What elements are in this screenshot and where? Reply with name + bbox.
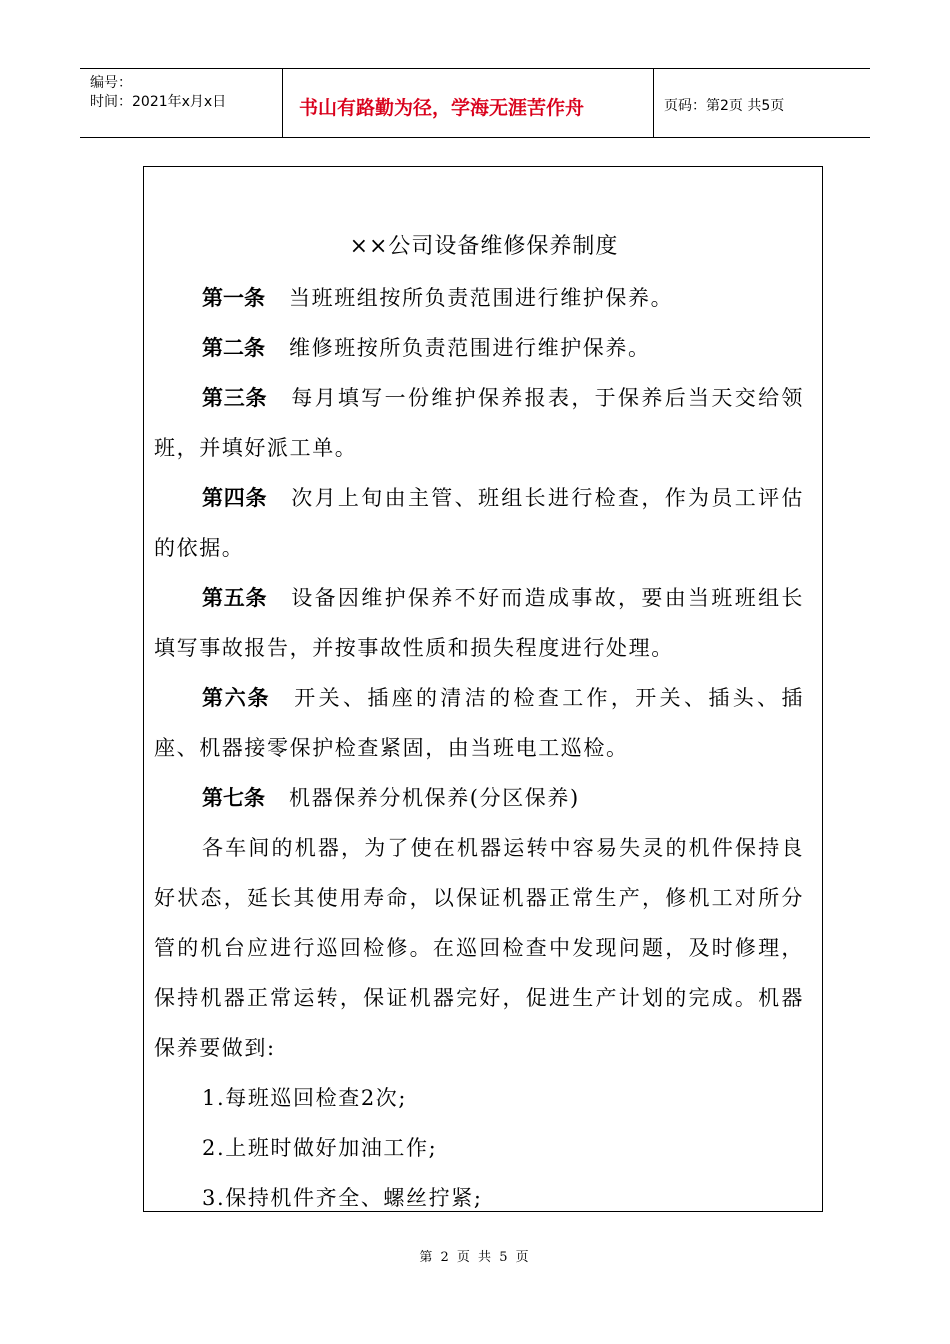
document-content <box>154 273 804 1223</box>
article-text: 开关、插座的清洁的检查工作，开关、插头、插座、机器接零保护检查紧固，由当班电工巡检。 <box>154 686 805 760</box>
page-header <box>80 68 870 138</box>
article-text: 设备因维护保养不好而造成事故，要由当班班组长填写事故报告，并按事故性质和损失程度进行处理。 <box>154 586 805 660</box>
time-label: 时间：2021年x月x日 <box>90 94 227 110</box>
article-3 <box>154 373 804 473</box>
article-label: 第三条 <box>202 386 268 410</box>
header-page-cell <box>654 69 870 137</box>
article-1 <box>154 273 804 323</box>
document-frame <box>143 166 823 1212</box>
article-5 <box>154 573 804 673</box>
body-paragraph: 各车间的机器，为了使在机器运转中容易失灵的机件保持良好状态，延长其使用寿命，以保证机器正常生产，修机工对所分管的机台应进行巡回检修。在巡回检查中发现问题，及时修理，保持机器正常运转，保证机器完好，促进生产计划的完成。机器保养要做到: <box>154 836 804 1060</box>
article-text: 维修班按所负责范围进行维护保养。 <box>289 336 651 360</box>
article-label: 第四条 <box>202 486 268 510</box>
article-text: 次月上旬由主管、班组长进行检查，作为员工评估的依据。 <box>154 486 805 560</box>
article-text: 当班班组按所负责范围进行维护保养。 <box>289 286 674 310</box>
article-label: 第二条 <box>202 336 265 360</box>
header-info-cell <box>80 69 283 137</box>
article-4 <box>154 473 804 573</box>
list-item: 3.保持机件齐全、螺丝拧紧; <box>202 1186 483 1210</box>
article-7 <box>154 773 804 823</box>
article-6 <box>154 673 804 773</box>
article-text: 机器保养分机保养(分区保养) <box>289 786 580 810</box>
header-motto-cell <box>283 69 654 137</box>
article-2 <box>154 323 804 373</box>
page-footer: 第 2 页 共 5 页 <box>419 1250 531 1265</box>
list-item: 2.上班时做好加油工作; <box>202 1136 438 1160</box>
article-label: 第六条 <box>202 686 271 710</box>
article-label: 第一条 <box>202 286 265 310</box>
motto-text: 书山有路勤为径，学海无涯苦作舟 <box>299 97 585 119</box>
header-page-label: 页码：第2页 共5页 <box>664 98 785 114</box>
document-title: ××公司设备维修保养制度 <box>349 234 619 259</box>
article-text: 每月填写一份维护保养报表，于保养后当天交给领班，并填好派工单。 <box>154 386 805 460</box>
number-label: 编号： <box>90 75 132 91</box>
article-label: 第七条 <box>202 786 265 810</box>
article-label: 第五条 <box>202 586 268 610</box>
list-item: 1.每班巡回检查2次; <box>202 1086 408 1110</box>
